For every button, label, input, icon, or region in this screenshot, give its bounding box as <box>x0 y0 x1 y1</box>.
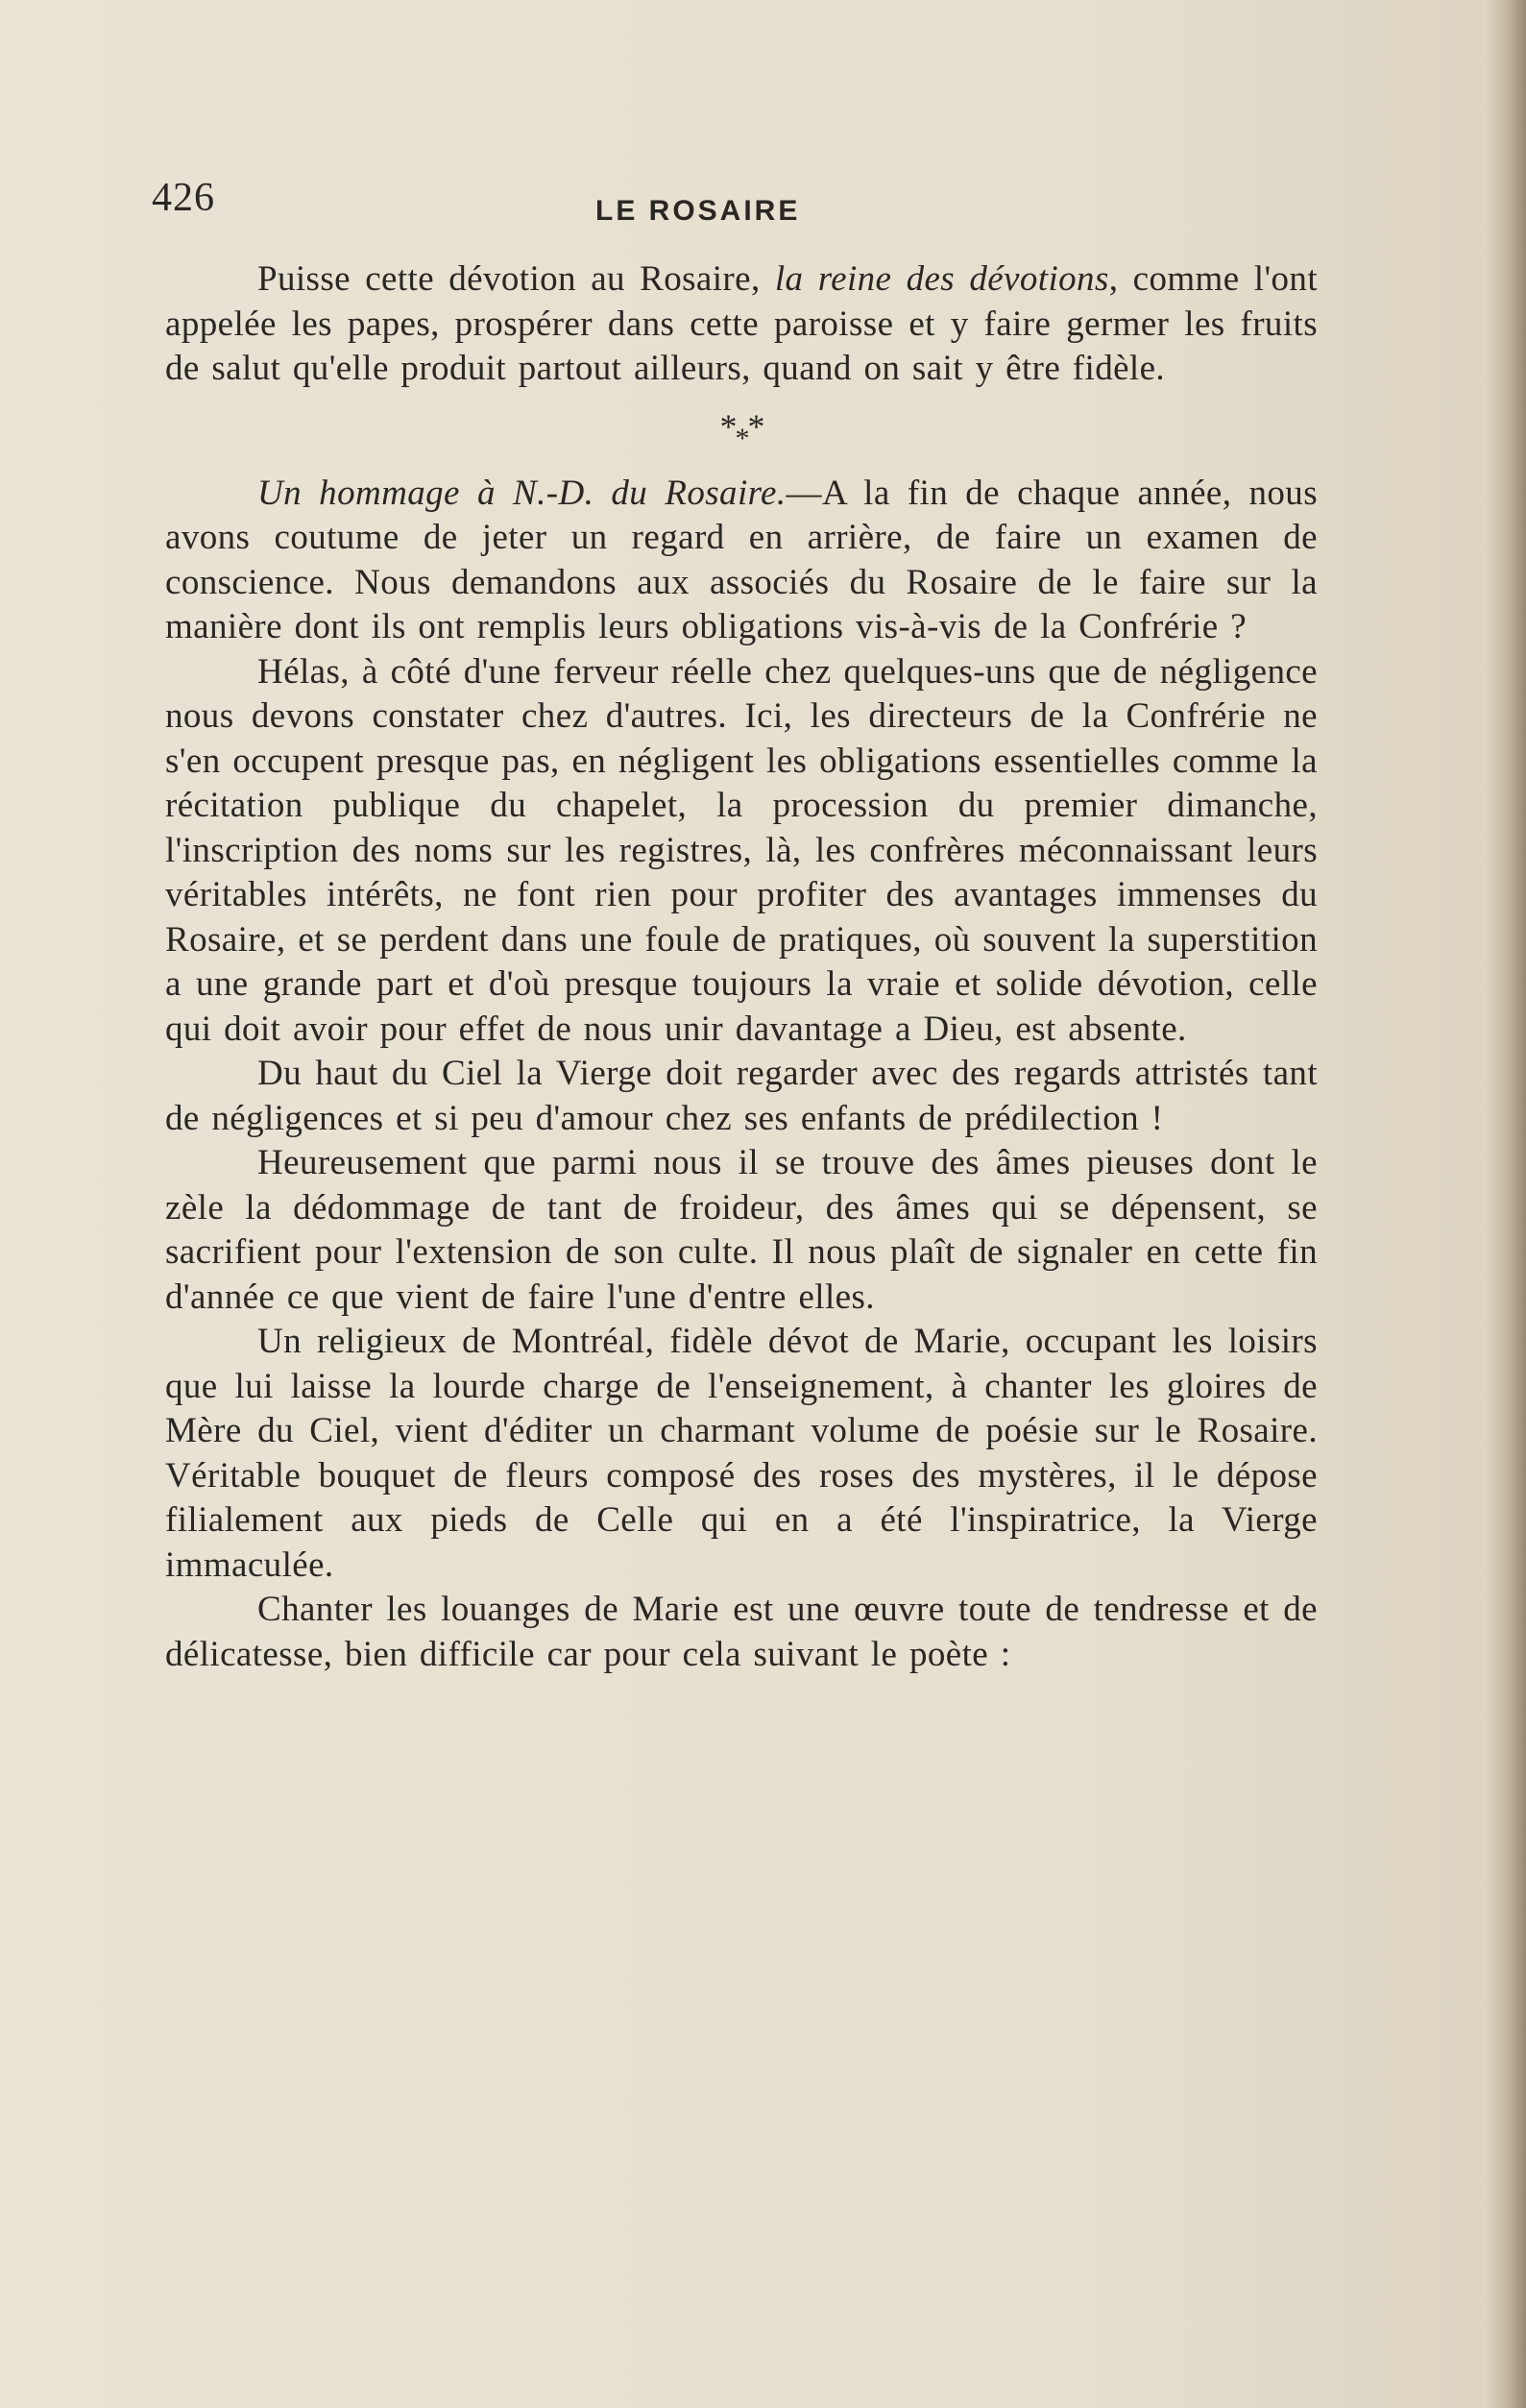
paragraph-intro-text-b: , comme l'ont appelée les papes, prospérer dans cette paroisse et y faire germer les fruits de salut qu'elle produit partout ailleurs, quand on sait y être fidèle. <box>165 259 1319 388</box>
page-number: 426 <box>152 176 215 220</box>
paragraph-intro-italic: la reine des dévotions <box>774 259 1109 299</box>
spine-shadow <box>1486 0 1526 2408</box>
section-first-paragraph <box>165 472 1318 650</box>
body-paragraph-1: Hélas, à côté d'une ferveur réelle chez quelques-uns que de négligence nous devons constater chez d'autres. Ici, les directeurs de la Confrérie ne s'en occupent presque pas, en négligent les obligations essentielles comme la récitation publique du chapelet, la procession du premier dimanche, l'inscription des noms sur les registres, là, les confrères méconnaissant leurs véritables intérêts, ne font rien pour profiter des avantages immenses du Rosaire, et se perdent dans une foule de pratiques, où souvent la superstition a une grande part et d'où presque toujours la vraie et solide dévotion, celle qui doit avoir pour effet de nous unir davantage a Dieu, est absente. <box>165 651 1318 1049</box>
asterism-star-left: * <box>719 406 736 446</box>
running-title: LE ROSAIRE <box>595 195 801 227</box>
body-paragraph-2: Du haut du Ciel la Vierge doit regarder avec des regards attristés tant de négligences et si peu d'amour chez ses enfants de prédilection ! <box>165 1054 1318 1138</box>
asterism-star-middle: * <box>735 422 748 454</box>
section-heading: Un hommage à N.-D. du Rosaire. <box>257 473 787 513</box>
asterism-star-right: * <box>747 406 763 446</box>
body-paragraph-3: Heureusement que parmi nous il se trouve des âmes pieuses dont le zèle la dédommage de tant de froideur, des âmes qui se dépensent, se sacrifient pour l'extension de son culte. Il nous plaît de signaler en cette fin d'année ce que vient de faire l'une d'entre elles. <box>165 1143 1318 1317</box>
text-block <box>165 257 1318 1677</box>
section-heading-dash: — <box>786 473 822 513</box>
section-first-text: A la fin de chaque année, nous avons coutume de jeter un regard en arrière, de faire un examen de conscience. Nous demandons aux associés du Rosaire de le faire sur la manière dont ils ont remplis leurs obligations vis-à-vis de la Confrérie ? <box>165 473 1319 646</box>
asterism-separator <box>165 400 1318 466</box>
body-paragraph-4: Un religieux de Montréal, fidèle dévot de Marie, occupant les loisirs que lui laisse la lourde charge de l'enseignement, à chanter les gloires de Mère du Ciel, vient d'éditer un charmant volume de poésie sur le Rosaire. Véritable bouquet de fleurs composé des roses des mystères, il le dépose filialement aux pieds de Celle qui en a été l'inspiratrice, la Vierge immaculée. <box>165 1322 1318 1585</box>
paragraph-intro <box>165 257 1318 392</box>
paragraph-intro-text-a: Puisse cette dévotion au Rosaire, <box>257 259 775 299</box>
body-paragraph-5: Chanter les louanges de Marie est une œuvre toute de tendresse et de délicatesse, bien difficile car pour cela suivant le poète : <box>165 1590 1318 1674</box>
